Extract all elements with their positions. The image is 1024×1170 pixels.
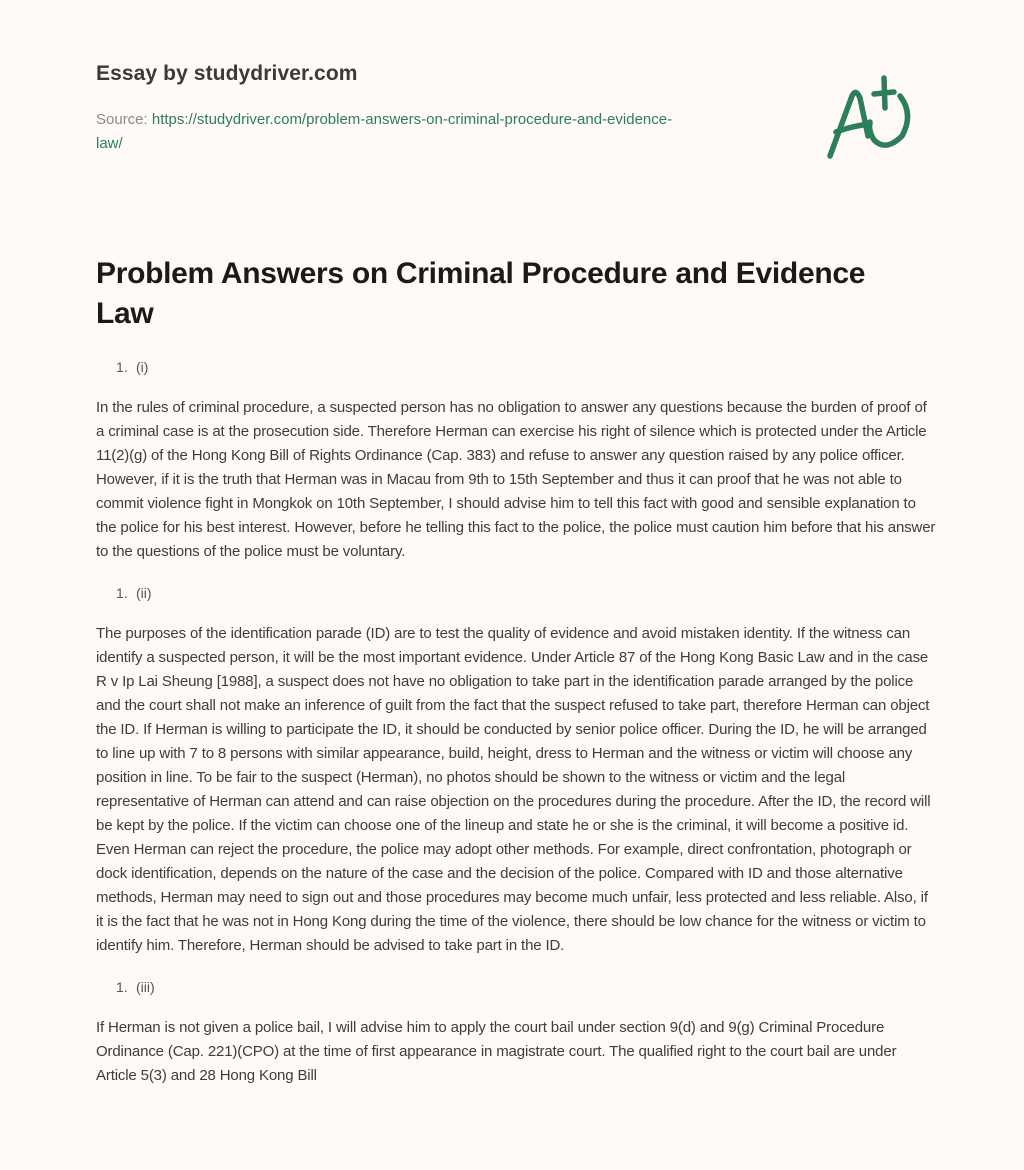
a-plus-grade-icon	[822, 66, 930, 166]
list-item-ii: 1. (ii)	[116, 585, 152, 601]
source-line	[96, 108, 756, 156]
document-title: Problem Answers on Criminal Procedure and Evidence Law	[96, 257, 866, 330]
source-link[interactable]: https://studydriver.com/problem-answers-on-criminal-procedure-and-evidence- law/	[96, 111, 673, 152]
site-title: Essay by studydriver.com	[96, 62, 358, 85]
source-label: Source:	[96, 111, 152, 128]
paragraph-i: In the rules of criminal procedure, a suspected person has no obligation to answer any questions because the burden of proof of a criminal case is at the prosecution side. Therefore Herman can exercise his right of silence which is protected under the Article 11(2)(g) of the Hong Kong Bill of Rights Ordinance (Cap. 383) and refuse to answer any question raised by any police officer. However, if it is the truth that Herman was in Macau from 9th to 15th September and thus it can proof that he was not able to commit violence fight in Mongkok on 10th September, I should advise him to tell this fact with good and sensible explanation to the police for his best interest. However, before he telling this fact to the police, the police must caution him before that his answer to the questions of the police must be voluntary.	[96, 399, 936, 560]
list-item-iii: 1. (iii)	[116, 979, 155, 995]
essay-header	[96, 62, 756, 156]
paragraph-iii: If Herman is not given a police bail, I will advise him to apply the court bail under section 9(d) and 9(g) Criminal Procedure Ordinance (Cap. 221)(CPO) at the time of first appearance in magistrate court. The qualified right to the court bail are under Article 5(3) and 28 Hong Kong Bill	[96, 1019, 897, 1084]
paragraph-ii: The purposes of the identification parade (ID) are to test the quality of evidence and avoid mistaken identity. If the witness can identify a suspected person, it will be the most important evidence. Under Article 87 of the Hong Kong Basic Law and in the case R v Ip Lai Sheung [1988], a suspect does not have no obligation to take part in the identification parade arranged by the police and the court shall not make an inference of guilt from the fact that the suspect refused to take part, therefore Herman can object the ID. If Herman is willing to participate the ID, it should be conducted by senior police officer. During the ID, he will be arranged to line up with 7 to 8 persons with similar appearance, build, height, dress to Herman and the witness or victim will choose any position in line. To be fair to the suspect (Herman), no photos should be shown to the witness or victim and the legal representative of Herman can attend and can raise objection on the procedures during the procedure. After the ID, the record will be kept by the police. If the victim can choose one of the lineup and state he or she is the criminal, it will become a positive id. Even Herman can reject the procedure, the police may adopt other methods. For example, direct confrontation, photograph or dock identification, depends on the nature of the case and the decision of the police. Compared with ID and those alternative methods, Herman may need to sign out and those procedures may become much unfair, less protected and less reliable. Also, if it is the fact that he was not in Hong Kong during the time of the violence, there should be low chance for the witness or victim to identify him. Therefore, Herman should be advised to take part in the ID.	[96, 625, 931, 954]
document-body	[96, 352, 936, 1102]
list-item-i: 1. (i)	[116, 359, 149, 375]
